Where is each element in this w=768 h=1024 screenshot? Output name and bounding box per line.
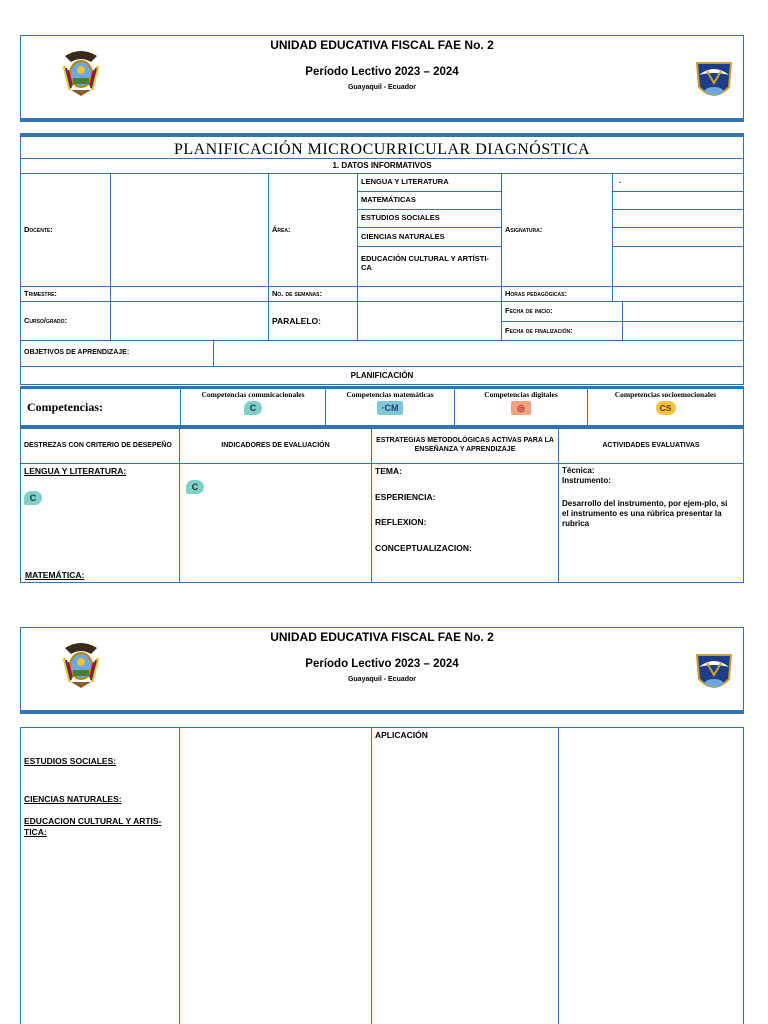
- document-title: PLANIFICACIÓN MICROCURRICULAR DIAGNÓSTICA: [20, 133, 744, 159]
- competencia-comunicacional-label: Competencias comunicacionales: [201, 390, 305, 399]
- horas-value[interactable]: [612, 286, 744, 302]
- label-docente: Docente:: [20, 173, 111, 287]
- competencia-digital: [454, 386, 588, 426]
- actividades-cell-page1[interactable]: [558, 463, 744, 583]
- competencia-matematica: [325, 386, 455, 426]
- aplicacion-label: APLICACIÓN: [375, 730, 428, 740]
- paralelo-value[interactable]: [357, 301, 502, 341]
- competencia-matematica-label: Competencias matemáticas: [346, 390, 434, 399]
- area-sociales: ESTUDIOS SOCIALES: [357, 209, 502, 228]
- label-fecha-fin: Fecha de finalización:: [501, 321, 623, 341]
- asignatura-row-2[interactable]: [612, 191, 744, 210]
- school-name: UNIDAD EDUCATIVA FISCAL FAE No. 2: [270, 38, 494, 52]
- label-horas: Horas pedagógicas:: [501, 286, 613, 302]
- tema-label: TEMA:: [375, 466, 402, 476]
- col-actividades: ACTIVIDADES EVALUATIVAS: [558, 426, 744, 464]
- fecha-fin-value[interactable]: [622, 321, 744, 341]
- area-naturales: CIENCIAS NATURALES: [357, 227, 502, 247]
- destrezas-cell-page1[interactable]: [20, 463, 180, 583]
- school-name: UNIDAD EDUCATIVA FISCAL FAE No. 2: [270, 630, 494, 644]
- objetivos-value[interactable]: [213, 340, 744, 367]
- communication-badge-icon: C: [186, 480, 204, 494]
- ciencias-naturales-label: CIENCIAS NATURALES:: [24, 793, 122, 804]
- page2-header: [20, 627, 744, 714]
- tecnica-label: Técnica:: [562, 466, 595, 475]
- communication-badge-icon: C: [24, 491, 42, 505]
- label-paralelo: PARALELO:: [268, 301, 358, 341]
- lengua-literatura-label: LENGUA Y LITERATURA:: [24, 466, 127, 476]
- section-datos-informativos: 1. DATOS INFORMATIVOS: [20, 158, 744, 174]
- math-badge-icon: ·CM: [377, 401, 403, 415]
- indicadores-cell-page2[interactable]: [179, 727, 372, 1024]
- competencia-comunicacional: [180, 386, 326, 426]
- competencia-digital-label: Competencias digitales: [484, 390, 558, 399]
- col-estrategias: ESTRATEGIAS METODOLÓGICAS ACTIVAS PARA LA ENSEÑANZA Y APRENDIZAJE: [371, 426, 559, 464]
- estrategias-cell-page1[interactable]: [371, 463, 559, 583]
- label-fecha-inicio: Fecha de inicio:: [501, 301, 623, 322]
- estudios-sociales-label: ESTUDIOS SOCIALES:: [24, 756, 117, 766]
- fae-emblem-icon: [693, 649, 735, 702]
- educacion-cultural-label: EDUCACION CULTURAL Y ARTIS-TICA:: [24, 816, 162, 837]
- reflexion-label: REFLEXION:: [375, 517, 427, 528]
- actividades-cell-page2[interactable]: [558, 727, 744, 1024]
- area-cultural: EDUCACIÓN CULTURAL Y ARTÍSTI-CA: [357, 246, 502, 287]
- page1-header: [20, 35, 744, 122]
- docente-value[interactable]: [110, 173, 269, 287]
- area-lengua: LENGUA Y LITERATURA: [357, 173, 502, 192]
- competencia-socioemocional-label: Competencias socioemocionales: [614, 390, 717, 399]
- label-semanas: No. de semanas:: [268, 286, 358, 302]
- asignatura-row-1[interactable]: .: [612, 173, 744, 192]
- estrategias-cell-page2[interactable]: [371, 727, 559, 1024]
- curso-value[interactable]: [110, 301, 269, 341]
- label-competencias: Competencias:: [20, 386, 181, 426]
- instrumento-label: Instrumento:: [562, 476, 611, 485]
- col-destrezas: DESTREZAS CON CRITERIO DE DESEPEÑO: [20, 426, 180, 464]
- indicadores-cell-page1[interactable]: [179, 463, 372, 583]
- col-indicadores: INDICADORES DE EVALUACIÓN: [179, 426, 372, 464]
- communication-badge-icon: C: [244, 401, 262, 415]
- competencia-socioemocional: [587, 386, 744, 426]
- label-area: Área:: [268, 173, 358, 287]
- label-objetivos: OBJETIVOS DE APRENDIZAJE:: [20, 340, 214, 367]
- label-asignatura: Asignatura:: [501, 173, 613, 287]
- section-planificacion: PLANIFICACIÓN: [20, 366, 744, 385]
- trimestre-value[interactable]: [110, 286, 269, 302]
- fecha-inicio-value[interactable]: [622, 301, 744, 322]
- semanas-value[interactable]: [357, 286, 502, 302]
- experiencia-label: ESPERIENCIA:: [375, 491, 436, 502]
- label-curso: Curso/grado:: [20, 301, 111, 341]
- conceptualizacion-label: CONCEPTUALIZACION:: [375, 542, 472, 553]
- school-city: Guayaquil - Ecuador: [347, 84, 417, 91]
- fae-emblem-icon: [693, 57, 735, 110]
- school-period: Período Lectivo 2023 – 2024: [305, 66, 459, 78]
- school-period: Período Lectivo 2023 – 2024: [305, 658, 459, 670]
- destrezas-cell-page2[interactable]: [20, 727, 180, 1024]
- school-city: Guayaquil - Ecuador: [347, 676, 417, 683]
- asignatura-row-5[interactable]: [612, 246, 744, 287]
- asignatura-row-4[interactable]: [612, 227, 744, 247]
- digital-badge-icon: ◎: [511, 401, 531, 415]
- label-trimestre: Trimestre:: [20, 286, 111, 302]
- socioemotional-badge-icon: CS: [656, 401, 676, 415]
- matematica-label: MATEMÁTICA:: [25, 570, 85, 580]
- desarrollo-instrumento-text: Desarrollo del instrumento, por ejem-plo, si el instrumento es una rúbrica presentar la rubrica: [562, 499, 728, 528]
- area-matematicas: MATEMÁTICAS: [357, 191, 502, 210]
- asignatura-row-3[interactable]: [612, 209, 744, 228]
